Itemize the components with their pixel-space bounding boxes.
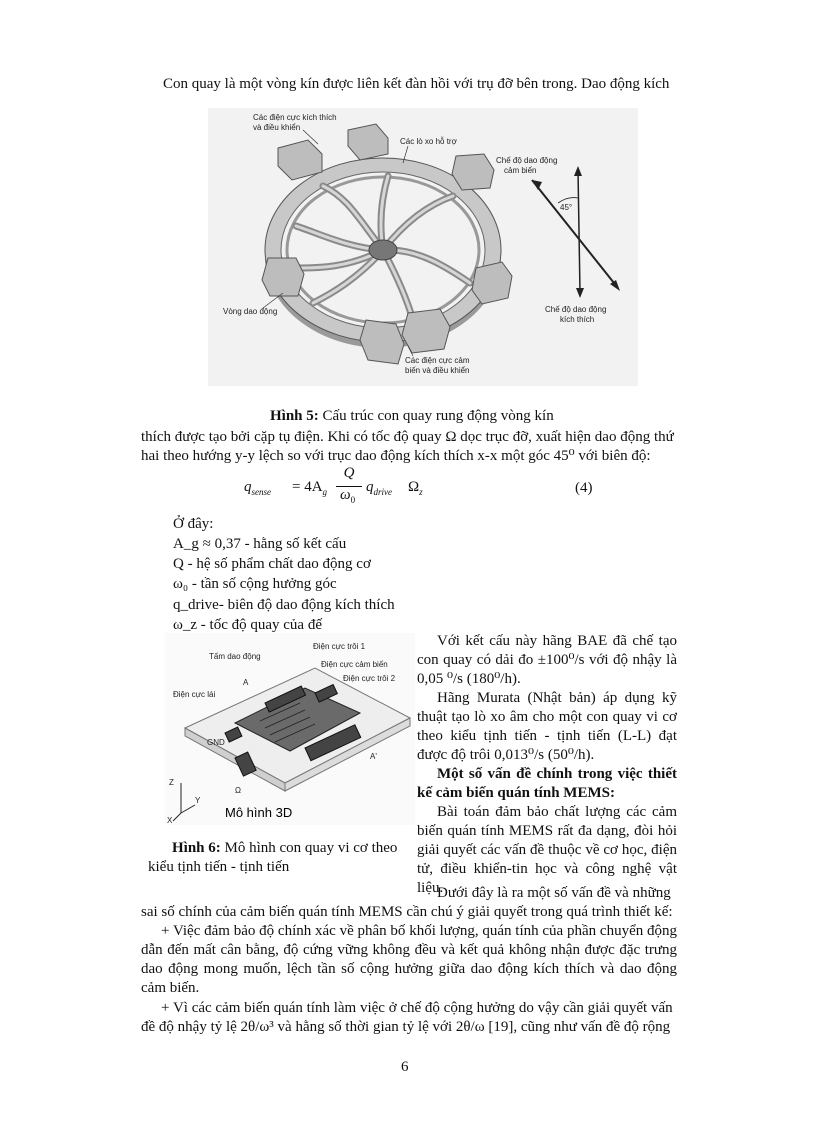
label-angle: 45° — [560, 203, 573, 212]
figure-6-caption-label: Hình 6: — [172, 840, 221, 856]
label-drive-mode-2: kích thích — [560, 315, 595, 324]
label-drive-mode-1: Chế độ dao động — [545, 305, 607, 314]
eq-numerator: Q — [343, 465, 355, 481]
where-title: Ở đây: — [173, 516, 214, 532]
label-sense-mode-1: Chế độ dao động — [496, 156, 558, 165]
label-drift-1: Điện cực trôi 1 — [313, 642, 366, 651]
intro-line: Con quay là một vòng kín được liên kết đàn hồi với trụ đỡ bên trong. Dao động kích — [163, 76, 670, 92]
para1-line2: hai theo hướng y-y lệch so với trục dao động kích thích x-x một góc 45⁰ với biên độ: — [141, 448, 651, 464]
eq-denominator: ω — [340, 487, 351, 503]
label-a: A — [243, 678, 249, 687]
figure-6 — [165, 633, 415, 825]
bottom-bullet-2-line1: + Vì các cảm biến quán tính làm việc ở chế độ cộng hưởng do vậy cần giải quyết vấn — [161, 1000, 673, 1016]
label-electrodes-sense-1: Các điện cực cảm — [405, 356, 470, 365]
figure-6-caption-line2: kiểu tịnh tiến - tịnh tiến — [148, 859, 290, 875]
bottom-bullet-1: + Việc đảm bảo độ chính xác về phân bố khối lượng, quán tính của phần chuyển động dẫn đến mất cân bằng, độ cứng vững không đều và kết quả không nhận được đặc trưng dao động mong muốn, lệch tần số cộng hưởng giữa dao động kích thích và dao động cảm biến. — [141, 923, 677, 996]
eq-coef-sub: g — [322, 487, 328, 497]
label-a-prime: A' — [370, 752, 377, 761]
figure-6-caption-text-1: Mô hình con quay vi cơ theo — [220, 840, 398, 856]
right-p1: Với kết cấu này hãng BAE đã chế tạo con quay có dải đo ±100⁰/s với độ nhậy là 0,05 ⁰/s (180⁰/h). — [417, 633, 677, 687]
where-item-3: ω₀ - tần số cộng hưởng góc — [173, 576, 337, 592]
where-item-5: ω_z - tốc độ quay của đế — [173, 617, 322, 633]
right-p3: Bài toán đảm bảo chất lượng các cảm biến quán tính MEMS rất đa dạng, đòi hỏi giải quyết các vấn đề thuộc về cơ học, điện tử, điều khiển-tin học và công nghệ vật liệu. — [417, 804, 677, 896]
eq-denominator-sub: 0 — [350, 495, 356, 505]
label-drift-2: Điện cực trôi 2 — [343, 674, 396, 683]
label-electrodes-drive-1: Các điện cực kích thích — [253, 113, 337, 122]
eq-lhs: q — [244, 479, 252, 495]
figure-5-caption — [270, 407, 554, 425]
where-item-1: A_g ≈ 0,37 - hằng số kết cấu — [173, 536, 347, 552]
label-gnd: GND — [207, 738, 225, 747]
eq-q2-sub: drive — [373, 487, 392, 497]
bottom-bullet-2-line2: đề độ nhậy tỷ lệ 2θ/ω³ và hằng số thời gian tỷ lệ với 2θ/ω [19], cũng như vấn đề độ rộng — [141, 1019, 671, 1035]
eq-omega-sub: z — [419, 487, 423, 497]
where-item-4: q_drive- biên độ dao động kích thích — [173, 597, 395, 613]
eq-coef: = 4A — [292, 479, 323, 495]
figure-6-illustration — [165, 633, 415, 825]
label-z: Z — [169, 778, 174, 787]
label-springs: Các lò xo hỗ trợ — [400, 137, 457, 146]
label-x: X — [167, 816, 173, 825]
page-number: 6 — [401, 1059, 409, 1075]
figure-5 — [208, 108, 638, 386]
figure-5-caption-label: Hình 5: — [270, 408, 319, 424]
eq-q2: q — [366, 479, 374, 495]
eq-omega: Ω — [408, 479, 420, 495]
right-p4-start: Dưới đây là ra một số vấn đề và những — [437, 885, 671, 901]
figure-5-illustration — [208, 108, 638, 386]
bottom-p4-cont: sai số chính của cảm biến quán tính MEMS cần chú ý giải quyết trong quá trình thiết kế: — [141, 904, 673, 920]
right-heading: Một số vấn đề chính trong việc thiết kế cảm biến quán tính MEMS: — [417, 766, 677, 801]
para1-line1: thích được tạo bởi cặp tụ điện. Khi có tốc độ quay Ω dọc trục đỡ, xuất hiện dao động thứ — [141, 429, 674, 445]
where-item-2: Q - hệ số phẩm chất dao động cơ — [173, 556, 371, 572]
label-omega: Ω — [235, 786, 241, 795]
model-title: Mô hình 3D — [225, 805, 293, 820]
label-electrodes-drive-2: và điều khiển — [253, 123, 301, 132]
label-electrodes-sense-2: biến và điều khiển — [405, 366, 470, 375]
label-y: Y — [195, 796, 201, 805]
label-sense: Điện cực cảm biến — [321, 660, 388, 669]
equation-number: (4) — [575, 480, 593, 496]
eq-lhs-sub: sense — [251, 487, 271, 497]
right-p2: Hãng Murata (Nhật bản) áp dụng kỹ thuật tạo lò xo âm cho một con quay vi cơ theo kiểu tịnh tiến - tịnh tiến (L-L) đạt được độ trôi 0,013⁰/s (50⁰/h). — [417, 690, 677, 763]
label-ring: Vòng dao động — [223, 307, 278, 316]
label-sense-mode-2: cảm biến — [504, 166, 537, 175]
figure-6-caption-line1 — [172, 839, 397, 857]
figure-5-caption-text: Cấu trúc con quay rung động vòng kín — [318, 408, 554, 424]
label-plate: Tấm dao động — [209, 652, 261, 661]
label-steer: Điện cực lái — [173, 690, 216, 699]
